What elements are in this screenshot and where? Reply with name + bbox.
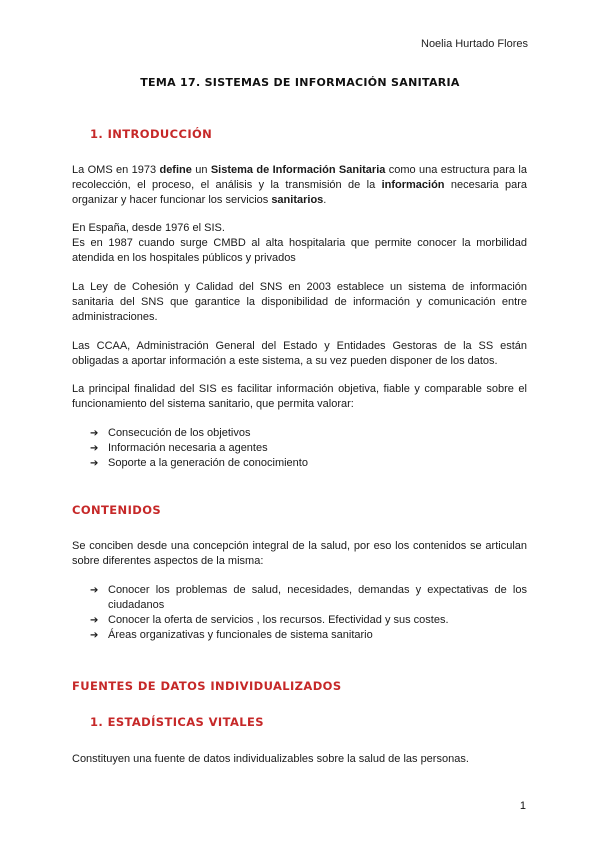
list-item: ➔ Soporte a la generación de conocimiento — [90, 457, 308, 469]
intro-paragraph-3: La Ley de Cohesión y Calidad del SNS en 2003 establece un sistema de información sanitaria del SNS que garantice la disponibilidad de información y comunicación entre administraciones. — [72, 281, 527, 323]
list-item: ➔ Conocer la oferta de servicios , los recursos. Efectividad y sus costes. — [90, 614, 449, 626]
estadisticas-paragraph-1: Constituyen una fuente de datos individualizables sobre la salud de las personas. — [72, 753, 469, 765]
intro-paragraph-5: La principal finalidad del SIS es facilitar información objetiva, fiable y comparable sobre el funcionamiento del sistema sanitario, que permita valorar: — [72, 383, 527, 410]
page-number: 1 — [519, 800, 526, 812]
list-item: ➔ Información necesaria a agentes — [90, 442, 268, 454]
document-title: TEMA 17. SISTEMAS DE INFORMACIÓN SANITARIA — [140, 76, 460, 89]
list-item: ➔ Conocer los problemas de salud, necesidades, demandas y expectativas de los ciudadanos — [90, 584, 527, 611]
arrow-right-icon: ➔ — [90, 615, 99, 626]
heading-fuentes-datos: FUENTES DE DATOS INDIVIDUALIZADOS — [72, 679, 342, 693]
contenidos-bullet-list — [90, 583, 527, 643]
heading-estadisticas-vitales: 1. ESTADÍSTICAS VITALES — [90, 715, 264, 729]
intro-paragraph-2-line-1: En España, desde 1976 el SIS. — [72, 222, 225, 234]
intro-paragraph-1: La OMS en 1973 define un Sistema de Información Sanitaria como una estructura para la recolección, el proceso, el análisis y la transmisión de la información necesaria para organizar y hacer funcionar los servicios sanitarios. — [72, 164, 527, 206]
heading-introduccion: 1. INTRODUCCIÓN — [90, 127, 213, 141]
contenidos-paragraph-1: Se conciben desde una concepción integral de la salud, por eso los contenidos se articulan sobre diferentes aspectos de la misma: — [72, 540, 527, 567]
arrow-right-icon: ➔ — [90, 585, 99, 596]
intro-bullet-list — [90, 426, 527, 471]
intro-paragraph-2-line-2: Es en 1987 cuando surge CMBD al alta hospitalaria que permite conocer la morbilidad atendida en los hospitales públicos y privados — [72, 237, 527, 264]
arrow-right-icon: ➔ — [90, 458, 99, 469]
heading-contenidos: CONTENIDOS — [72, 503, 162, 517]
arrow-right-icon: ➔ — [90, 428, 99, 439]
arrow-right-icon: ➔ — [90, 630, 99, 641]
arrow-right-icon: ➔ — [90, 443, 99, 454]
list-item: ➔ Áreas organizativas y funcionales de sistema sanitario — [90, 629, 373, 641]
list-item: ➔ Consecución de los objetivos — [90, 427, 251, 439]
intro-paragraph-2 — [72, 221, 527, 266]
intro-paragraph-4: Las CCAA, Administración General del Estado y Entidades Gestoras de la SS están obligadas a aportar información a este sistema, a su vez pueden disponer de los datos. — [72, 340, 527, 367]
header-author: Noelia Hurtado Flores — [421, 38, 528, 50]
